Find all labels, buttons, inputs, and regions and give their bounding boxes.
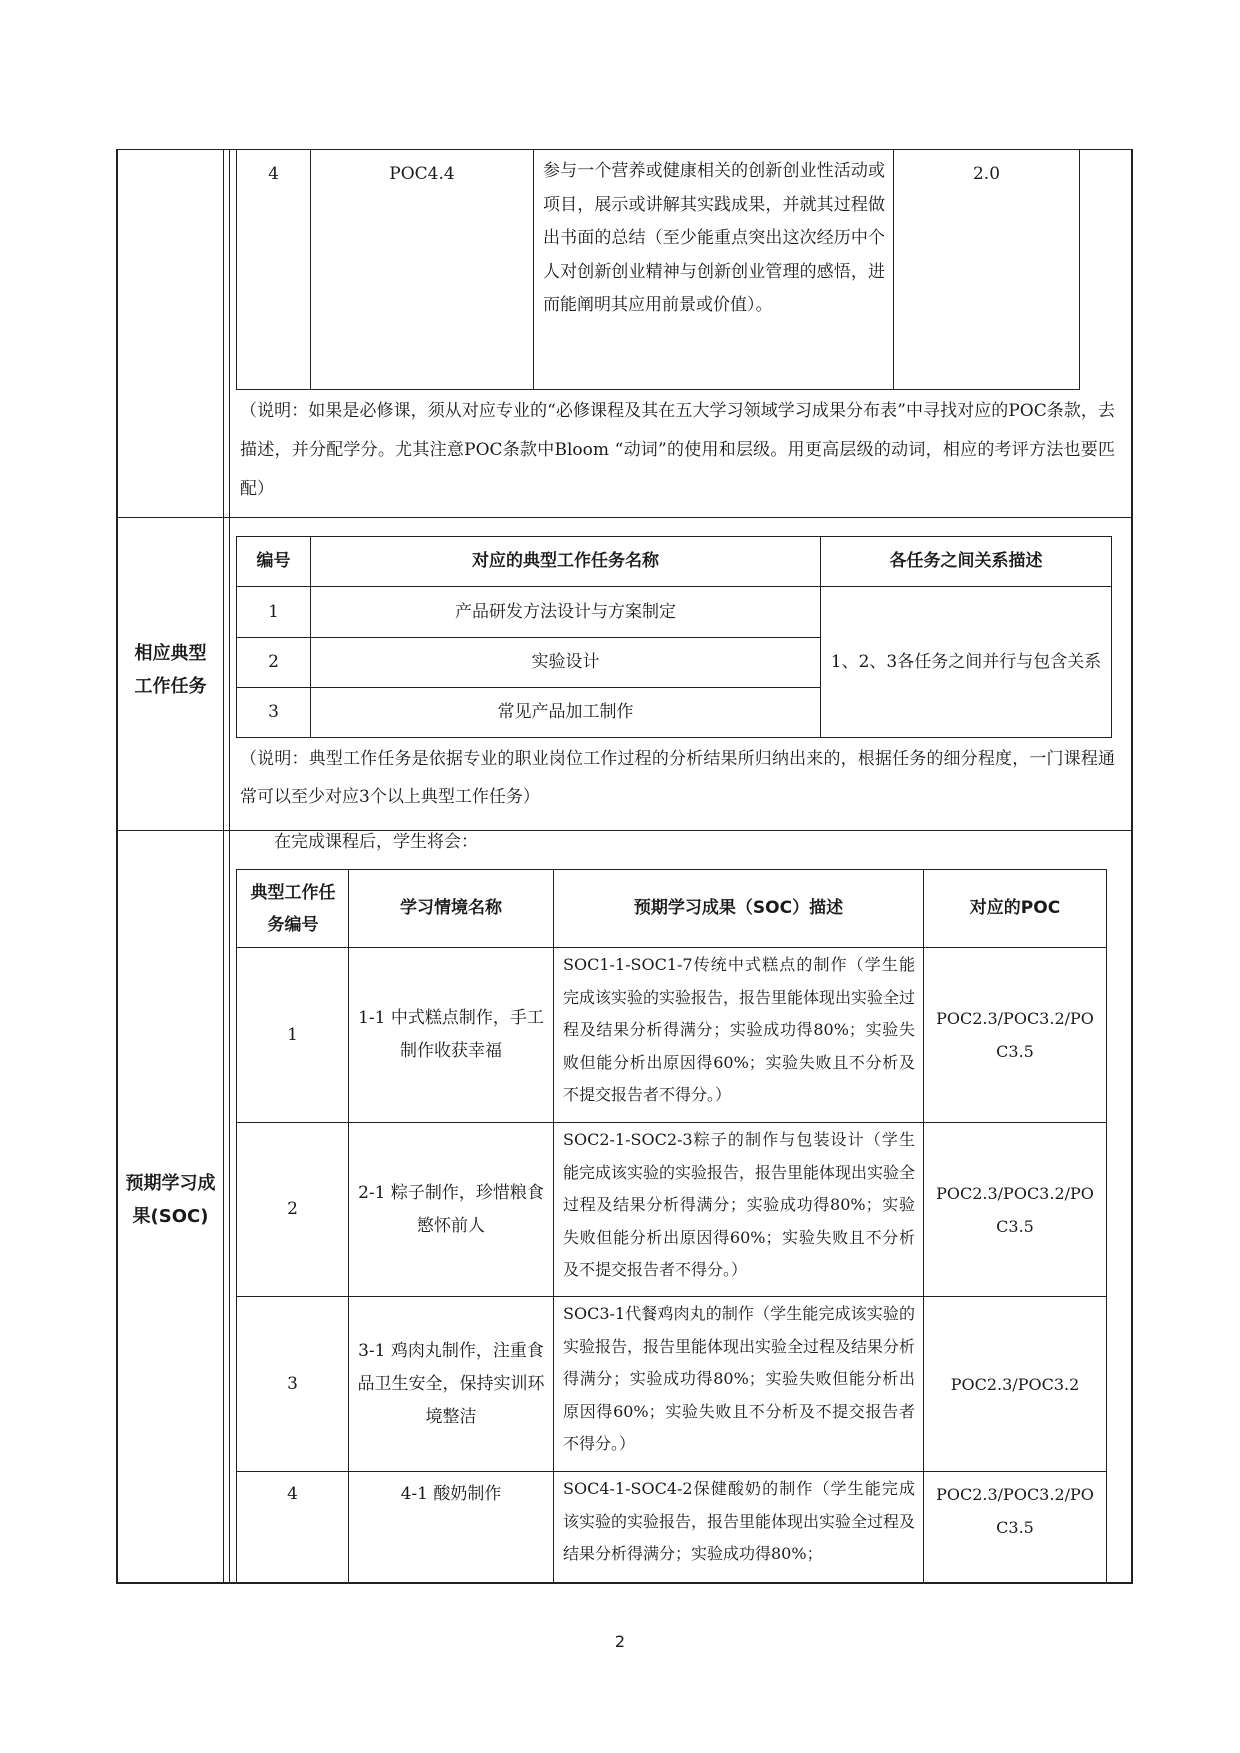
soc-row-description: SOC1-1-SOC1-7传统中式糕点的制作（学生能完成该实验的实验报告，报告里能体现出实验全过程及结果分析得满分；实验成功得80%；实验失败但能分析出原因得60%；实验失败且不分析及不提交报告者不得分。） — [563, 955, 916, 1104]
soc-row-poc: POC2.3/POC3.2/POC3.5 — [936, 1485, 1094, 1537]
soc-header-description: 预期学习成果（SOC）描述 — [633, 898, 844, 918]
soc-row-number: 2 — [287, 1199, 298, 1219]
page-number: 2 — [614, 1632, 626, 1651]
soc-row-description: SOC4-1-SOC4-2保健酸奶的制作（学生能完成该实验的实验报告，报告里能体现出实验全过程及结果分析得满分；实验成功得80%； — [563, 1479, 915, 1563]
soc-row-context: 3-1 鸡肉丸制作，注重食品卫生安全，保持实训环境整洁 — [357, 1340, 545, 1427]
soc-row-poc: POC2.3/POC3.2/POC3.5 — [936, 1009, 1094, 1061]
soc-row-description: SOC3-1代餐鸡肉丸的制作（学生能完成该实验的实验报告，报告里能体现出实验全过程及结果分析得满分；实验成功得80%；实验失败但能分析出原因得60%；实验失败且不分析及不提交报告者不得分。） — [563, 1304, 916, 1453]
poc-row-number: 4 — [268, 164, 279, 184]
task-row-number: 2 — [268, 652, 279, 672]
poc-note: （说明：如果是必修课，须从对应专业的“必修课程及其在五大学习领域学习成果分布表”中寻找对应的POC条款，去描述，并分配学分。尤其注意POC条款中Bloom “动词”的使用和层级。用更高层级的动词，相应的考评方法也要匹配） — [240, 401, 1115, 499]
soc-row-context: 2-1 粽子制作，珍惜粮食慜怀前人 — [358, 1182, 544, 1236]
poc-row-code: POC4.4 — [389, 164, 455, 184]
task-row-number: 3 — [268, 702, 279, 722]
task-header-name: 对应的典型工作任务名称 — [472, 551, 659, 571]
soc-row-description: SOC2-1-SOC2-3粽子的制作与包装设计（学生能完成该实验的实验报告，报告里能体现出实验全过程及结果分析得满分；实验成功得80%；实验失败但能分析出原因得60%；实验失败且不分析及不提交报告者不得分。） — [563, 1130, 916, 1279]
soc-label: 预期学习成果(SOC) — [125, 1173, 216, 1227]
task-header-relation: 各任务之间关系描述 — [889, 551, 1043, 571]
poc-row-credit: 2.0 — [972, 164, 1001, 184]
soc-intro: 在完成课程后，学生将会： — [274, 832, 478, 852]
soc-row-number: 3 — [287, 1373, 298, 1394]
soc-header-poc: 对应的POC — [969, 898, 1061, 918]
soc-row-number: 4 — [287, 1484, 298, 1504]
soc-header-context: 学习情境名称 — [400, 898, 502, 918]
soc-row-poc: POC2.3/POC3.2 — [950, 1374, 1080, 1394]
tasks-note: （说明：典型工作任务是依据专业的职业岗位工作过程的分析结果所归纳出来的，根据任务的细分程度，一门课程通常可以至少对应3个以上典型工作任务） — [240, 749, 1115, 807]
soc-header-task-number: 典型工作任务编号 — [250, 882, 336, 935]
task-row-name: 常见产品加工制作 — [497, 702, 634, 722]
soc-row-poc: POC2.3/POC3.2/POC3.5 — [936, 1183, 1094, 1236]
soc-row-context: 1-1 中式糕点制作，手工制作收获幸福 — [358, 1008, 544, 1061]
poc-row-description: 参与一个营养或健康相关的创新创业性活动或项目，展示或讲解其实践成果，并就其过程做出书面的总结（至少能重点突出这次经历中个人对创新创业精神与创新创业管理的感悟，进而能阐明其应用前景或价值）。 — [543, 161, 885, 315]
task-row-number: 1 — [268, 601, 279, 622]
soc-row-number: 1 — [287, 1024, 298, 1045]
task-relation-description: 1、2、3各任务之间并行与包含关系 — [830, 651, 1102, 672]
task-row-name: 产品研发方法设计与方案制定 — [455, 601, 676, 622]
soc-row-context: 4-1 酸奶制作 — [400, 1484, 502, 1504]
task-row-name: 实验设计 — [531, 652, 600, 672]
task-header-number: 编号 — [256, 551, 291, 571]
typical-tasks-label: 相应典型工作任务 — [134, 643, 207, 697]
